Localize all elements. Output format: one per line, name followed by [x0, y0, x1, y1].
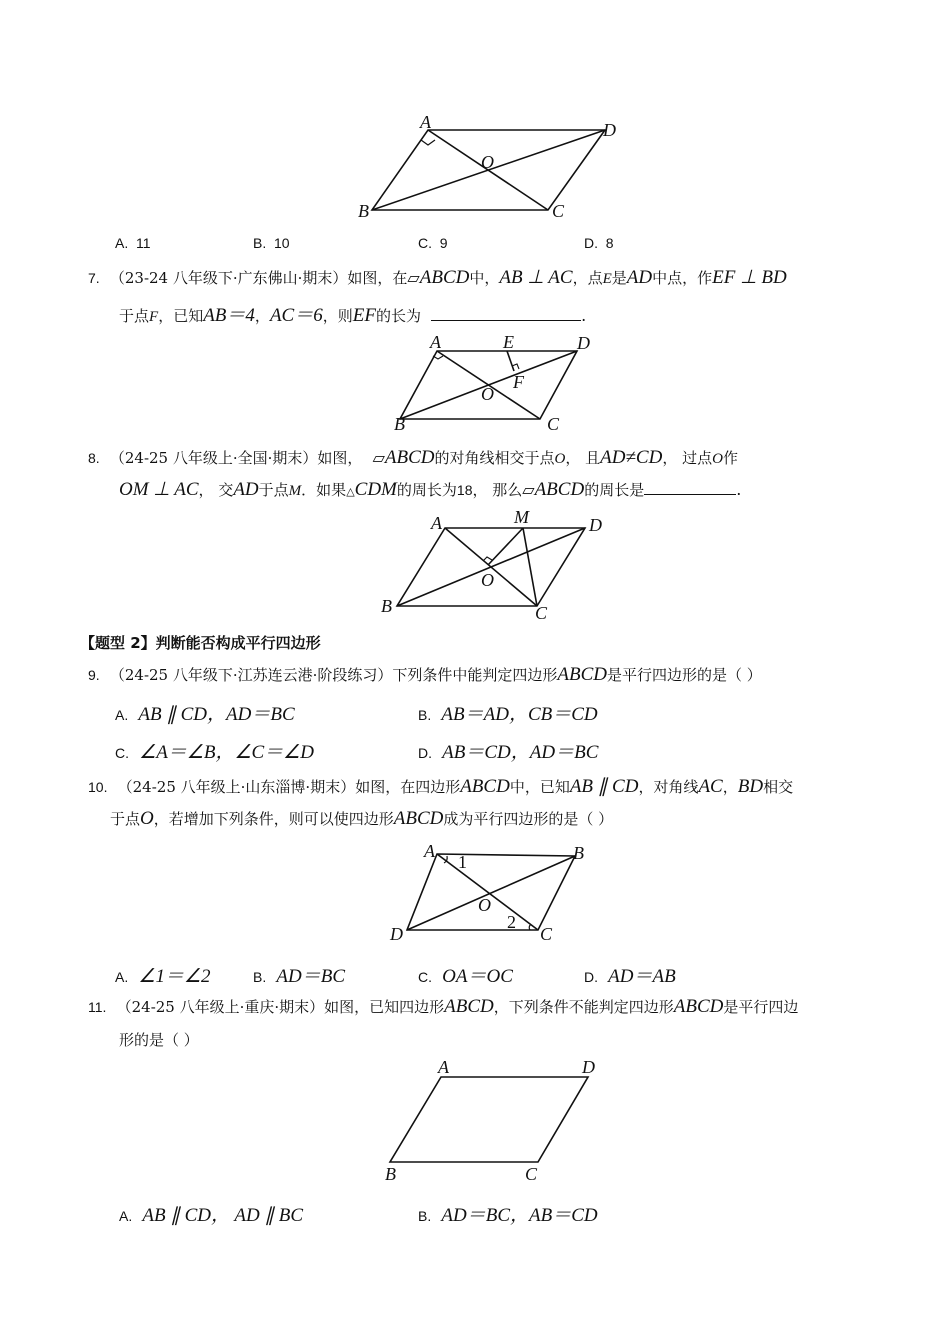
- q8-math-m: M: [288, 483, 302, 499]
- q10-text: 中，已知: [509, 778, 570, 796]
- q11-option-b-label: B.: [418, 1208, 432, 1224]
- fig-q7-label-c: C: [547, 414, 560, 433]
- q10-option-d[interactable]: [584, 961, 676, 988]
- fig-q7-label-d: D: [577, 333, 590, 353]
- question-number: 10.: [88, 779, 108, 795]
- fig-q8-segment-om: [488, 528, 523, 565]
- q7-text: （23-24 八年级下·广东佛山·期末）如图，在: [109, 269, 408, 287]
- q7-text: ，: [254, 307, 270, 325]
- fig-q7-label-e: E: [503, 333, 514, 352]
- q7-math-ab4: AB＝4: [203, 305, 255, 326]
- question-10-line-2: [110, 808, 613, 830]
- fig-q6-label-o: O: [481, 152, 494, 172]
- q9-option-a-text: AB ∥ CD，AD＝BC: [138, 704, 295, 725]
- q7-text: 是: [611, 269, 627, 287]
- q8-math-ad-ne-cd: AD≠CD: [600, 447, 663, 468]
- fig-q10-label-b: B: [573, 843, 584, 863]
- fig-q10-label-two: 2: [507, 912, 516, 932]
- q10-math-o: O: [140, 808, 154, 829]
- q8-math-o: O: [712, 451, 723, 467]
- q9-option-a-label: A.: [115, 707, 129, 723]
- q6-option-b-text: 10: [274, 235, 290, 251]
- q10-option-d-text: AD＝AB: [608, 966, 676, 987]
- q7-math-ac6: AC＝6: [269, 305, 323, 326]
- q7-math-ad: AD: [626, 267, 653, 288]
- q8-math-om-perp-ac: OM ⊥ AC: [119, 479, 199, 500]
- fig-q8-segment-mc: [523, 528, 537, 606]
- q8-math-abcd: ABCD: [534, 479, 585, 500]
- q9-option-b[interactable]: [418, 699, 598, 726]
- q6-option-c-text: 9: [439, 235, 448, 251]
- q9-text: 是平行四边形的是（ ）: [607, 666, 762, 684]
- fig-q8-label-c: C: [535, 603, 548, 623]
- q8-text: ， 那么: [472, 481, 523, 499]
- q9-option-b-label: B.: [418, 707, 432, 723]
- fig-q8-diagonal-bd: [397, 528, 585, 606]
- q10-option-d-label: D.: [584, 969, 598, 985]
- q10-option-b-text: AD＝BC: [276, 966, 346, 987]
- q8-value-18: 18: [456, 482, 473, 498]
- fig-q10-label-d: D: [390, 924, 403, 944]
- question-number: 8.: [88, 450, 100, 466]
- fig-q8-label-m: M: [514, 508, 529, 527]
- q6-option-c[interactable]: [418, 235, 448, 251]
- fig-q8-label-a: A: [431, 513, 442, 533]
- fig-q7-label-a: A: [430, 333, 441, 352]
- q7-text: ，则: [322, 307, 353, 325]
- fig-q11-label-b: B: [385, 1164, 396, 1184]
- q9-option-d[interactable]: [418, 737, 598, 764]
- q8-text: 的对角线相交于点: [434, 449, 555, 467]
- fig-q11-label-d: D: [582, 1057, 595, 1077]
- q7-math-ef-perp-bd: EF ⊥ BD: [712, 267, 787, 288]
- q10-option-a[interactable]: [115, 961, 210, 988]
- q8-math-o: O: [554, 451, 566, 467]
- q8-text: ， 过点: [662, 449, 713, 467]
- q7-text: 的长为: [375, 307, 421, 325]
- figure-q6-parallelogram: [350, 110, 630, 225]
- q8-math-ad: AD: [233, 479, 259, 500]
- fig-q6-label-d: D: [603, 120, 616, 140]
- q10-text: 于点: [110, 810, 141, 828]
- q11-text: 是平行四边: [723, 998, 799, 1016]
- q8-text: 的周长是: [584, 481, 645, 499]
- q7-answer-blank[interactable]: [431, 319, 581, 321]
- q7-text: ，已知: [158, 307, 204, 325]
- fig-q8-label-o: O: [481, 570, 494, 590]
- q8-text: ， 且: [565, 449, 601, 467]
- q10-math-abcd: ABCD: [393, 808, 444, 829]
- q7-math-f: F: [149, 309, 159, 325]
- q9-math-abcd: ABCD: [557, 664, 608, 685]
- fig-q7-label-b: B: [394, 414, 405, 433]
- fig-q8-label-b: B: [381, 596, 392, 616]
- question-10-line-1: [88, 775, 793, 798]
- q10-text: 成为平行四边形的是（ ）: [443, 810, 614, 828]
- q8-text: 的周长为: [396, 481, 457, 499]
- q10-option-c-text: OA＝OC: [442, 966, 513, 987]
- q10-math-ac: AC: [698, 776, 723, 797]
- q8-text: 作: [722, 449, 738, 467]
- parallelogram-symbol: ▱: [372, 448, 385, 467]
- question-number: 11.: [88, 999, 107, 1015]
- question-number: 7.: [88, 270, 100, 286]
- q10-math-abcd: ABCD: [460, 776, 510, 797]
- fig-q10-label-a: A: [424, 841, 435, 861]
- fig-q8-label-d: D: [589, 515, 602, 535]
- question-8-line-2: [119, 478, 741, 501]
- q10-option-c[interactable]: [418, 961, 513, 988]
- q10-text: ，若增加下列条件，则可以使四边形: [153, 810, 394, 828]
- fig-q6-label-b: B: [358, 201, 369, 221]
- question-7-line-2: [119, 300, 586, 327]
- fig-q11-outline: [390, 1077, 588, 1162]
- q11-option-b-text: AD＝BC，AB＝CD: [441, 1205, 598, 1226]
- q9-option-d-label: D.: [418, 745, 432, 761]
- figure-q10-quadrilateral: [380, 838, 600, 950]
- fig-q11-label-a: A: [438, 1057, 449, 1077]
- q8-end: .: [736, 480, 742, 499]
- triangle-symbol: △: [346, 485, 355, 498]
- q6-option-a-text: 11: [136, 235, 151, 251]
- figure-q8-parallelogram: [375, 508, 615, 623]
- figure-q11-quadrilateral: [375, 1055, 615, 1185]
- q6-option-d[interactable]: [584, 235, 614, 251]
- q7-math-ab-perp-ac: AB ⊥ AC: [499, 267, 573, 288]
- fig-q10-label-one: 1: [458, 852, 467, 872]
- q8-text: （24-25 八年级上·全国·期末）如图，: [109, 449, 363, 467]
- q8-text: ， 交: [198, 481, 234, 499]
- section-heading: 【题型 2】判断能否构成平行四边形: [80, 634, 321, 652]
- q11-math-abcd: ABCD: [444, 996, 494, 1017]
- figure-q7-parallelogram: [385, 333, 600, 433]
- q9-option-c-text: ∠A＝∠B，∠C＝∠D: [139, 742, 314, 763]
- fig-q10-diagonal-ac: [437, 854, 538, 930]
- fig-q6-right-angle-mark: [421, 140, 435, 145]
- q10-math-ab-par-cd: AB ∥ CD: [569, 776, 639, 797]
- q11-option-a-label: A.: [119, 1208, 133, 1224]
- q8-text: 于点: [258, 481, 289, 499]
- q7-text: ，点: [572, 269, 603, 287]
- q11-option-a[interactable]: [119, 1200, 303, 1227]
- parallelogram-symbol: ▱: [522, 480, 535, 499]
- q9-option-a[interactable]: [115, 699, 295, 726]
- question-9-stem: [88, 664, 762, 686]
- q6-option-c-label: C.: [418, 235, 432, 251]
- q8-math-abcd: ABCD: [384, 447, 435, 468]
- q10-math-bd: BD: [737, 776, 764, 797]
- fig-q6-label-c: C: [552, 201, 565, 221]
- q6-option-d-text: 8: [605, 235, 614, 251]
- q8-math-cdm: CDM: [354, 479, 397, 500]
- q7-text: 于点: [119, 307, 150, 325]
- q9-option-c-label: C.: [115, 745, 129, 761]
- q10-text: ，对角线: [638, 778, 699, 796]
- fig-q7-segment-ef: [507, 351, 514, 371]
- q10-text: （24-25 八年级上·山东淄博·期末）如图，在四边形: [117, 778, 461, 796]
- question-number: 9.: [88, 667, 100, 683]
- q7-math-abcd: ABCD: [419, 267, 470, 288]
- fig-q11-label-c: C: [525, 1164, 538, 1184]
- fig-q10-angle-arc-2: [529, 924, 531, 930]
- fig-q10-label-o: O: [478, 895, 491, 915]
- q10-option-a-text: ∠1＝∠2: [138, 966, 211, 987]
- q9-option-c[interactable]: [115, 737, 314, 764]
- q6-option-b-label: B.: [253, 235, 267, 251]
- q7-end: .: [581, 306, 587, 325]
- q10-text: 相交: [763, 778, 794, 796]
- q10-text: ，: [722, 778, 738, 796]
- q7-text: 中点，作: [652, 269, 713, 287]
- parallelogram-symbol: ▱: [407, 268, 420, 287]
- q7-math-e: E: [602, 271, 612, 287]
- q8-text: ．如果: [301, 481, 347, 499]
- question-11-line-1: [88, 996, 798, 1018]
- q9-text: （24-25 八年级下·江苏连云港·阶段练习）下列条件中能判定四边形: [109, 666, 558, 684]
- q9-option-d-text: AB＝CD，AD＝BC: [442, 742, 599, 763]
- q8-answer-blank[interactable]: [644, 493, 736, 495]
- q11-option-b[interactable]: [418, 1200, 598, 1227]
- q6-option-b[interactable]: [253, 235, 290, 251]
- q10-option-b-label: B.: [253, 969, 267, 985]
- fig-q7-label-o: O: [481, 384, 494, 404]
- question-11-line-2: 形的是（ ）: [119, 1031, 199, 1049]
- q11-text: ，下列条件不能判定四边形: [493, 998, 674, 1016]
- question-7-line-1: [88, 266, 787, 289]
- q7-text: 中，: [469, 269, 500, 287]
- question-8-line-1: [88, 447, 738, 469]
- q11-option-a-text: AB ∥ CD， AD ∥ BC: [142, 1205, 304, 1226]
- q10-option-a-label: A.: [115, 969, 129, 985]
- q11-math-abcd: ABCD: [673, 996, 724, 1017]
- fig-q6-label-a: A: [420, 112, 431, 132]
- q6-option-a-label: A.: [115, 235, 129, 251]
- q6-option-a[interactable]: [115, 235, 151, 251]
- fig-q8-right-angle-o: [483, 557, 492, 561]
- q7-math-ef: EF: [352, 305, 376, 326]
- fig-q10-label-c: C: [540, 924, 553, 944]
- q9-option-b-text: AB＝AD，CB＝CD: [441, 704, 598, 725]
- fig-q7-label-f: F: [513, 372, 524, 392]
- q6-option-d-label: D.: [584, 235, 598, 251]
- fig-q7-right-angle-a: [433, 356, 443, 359]
- q10-option-b[interactable]: [253, 961, 345, 988]
- q10-option-c-label: C.: [418, 969, 432, 985]
- q11-text: （24-25 八年级上·重庆·期末）如图，已知四边形: [116, 998, 445, 1016]
